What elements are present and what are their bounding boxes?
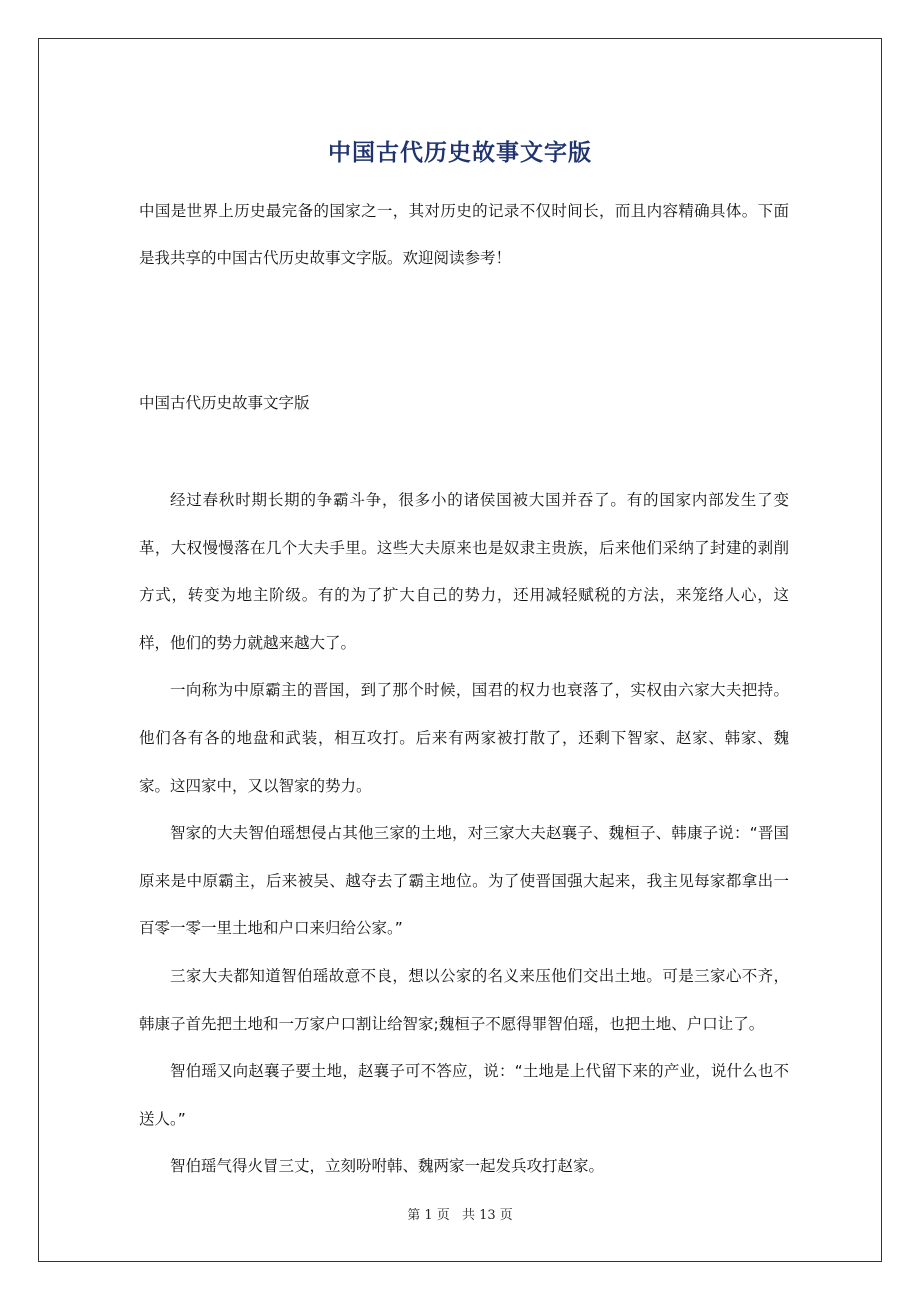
page-number: 第 1 页	[407, 1208, 450, 1223]
intro-paragraph: 中国是世界上历史最完备的国家之一，其对历史的记录不仅时间长，而且内容精确具体。下面是我共享的中国古代历史故事文字版。欢迎阅读参考！	[139, 202, 789, 267]
story-paragraph-3: 智家的大夫智伯瑶想侵占其他三家的土地，对三家大夫赵襄子、魏桓子、韩康子说：“晋国原来是中原霸主，后来被吴、越夺去了霸主地位。为了使晋国强大起来，我主见每家都拿出一百零一零一里土地和户口来归给公家。”	[139, 824, 789, 938]
page-footer	[0, 1204, 920, 1223]
story-paragraph-5: 智伯瑶又向赵襄子要土地，赵襄子可不答应，说：“土地是上代留下来的产业，说什么也不送人。”	[139, 1062, 789, 1128]
story-paragraph-2: 一向称为中原霸主的晋国，到了那个时候，国君的权力也衰落了，实权由六家大夫把持。他们各有各的地盘和武装，相互攻打。后来有两家被打散了，还剩下智家、赵家、韩家、魏家。这四家中，又以智家的势力。	[139, 681, 789, 795]
story-paragraph-4: 三家大夫都知道智伯瑶故意不良，想以公家的名义来压他们交出土地。可是三家心不齐，韩康子首先把土地和一万家户口割让给智家;魏桓子不愿得罪智伯瑶，也把土地、户口让了。	[139, 966, 789, 1033]
section-heading: 中国古代历史故事文字版	[139, 394, 310, 412]
story-body	[139, 477, 789, 1191]
document-title: 中国古代历史故事文字版	[328, 140, 592, 167]
page-total: 共 13 页	[461, 1208, 513, 1223]
story-paragraph-1: 经过春秋时期长期的争霸斗争，很多小的诸侯国被大国并吞了。有的国家内部发生了变革，大权慢慢落在几个大夫手里。这些大夫原来也是奴隶主贵族，后来他们采纳了封建的剥削方式，转变为地主阶级。有的为了扩大自己的势力，还用减轻赋税的方法，来笼络人心，这样，他们的势力就越来越大了。	[139, 491, 789, 652]
story-paragraph-6: 智伯瑶气得火冒三丈，立刻吩咐韩、魏两家一起发兵攻打赵家。	[170, 1157, 605, 1176]
